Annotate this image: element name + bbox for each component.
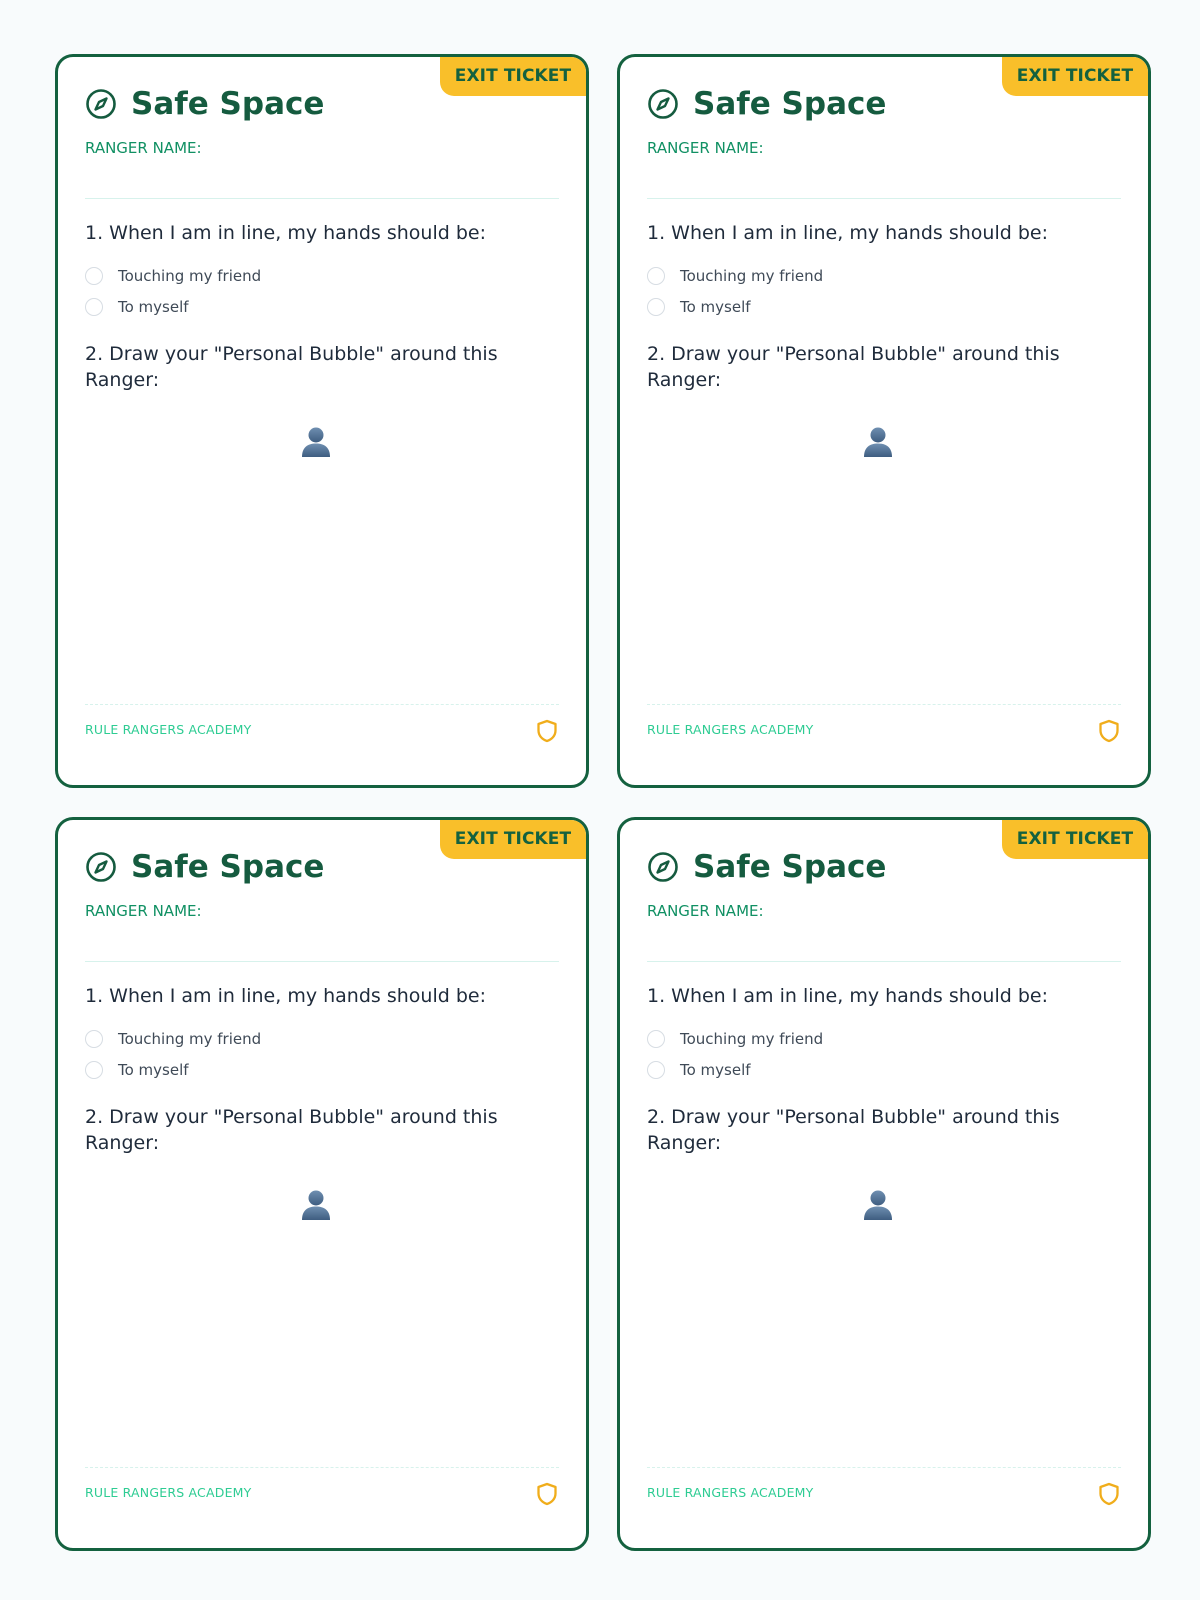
- ranger-name-field[interactable]: [85, 961, 559, 962]
- person-icon: [861, 425, 895, 459]
- title-row: [647, 850, 886, 884]
- ranger-name-label: RANGER NAME:: [85, 902, 202, 920]
- option-label: To myself: [118, 298, 189, 316]
- card-title: Safe Space: [131, 849, 325, 885]
- card-title: Safe Space: [693, 849, 887, 885]
- radio-button[interactable]: [647, 267, 665, 285]
- shield-icon: [536, 719, 558, 743]
- option-touching-my-friend[interactable]: [647, 1030, 823, 1048]
- exit-ticket-sheet: [55, 54, 1151, 1551]
- option-to-myself[interactable]: [85, 1061, 189, 1079]
- question-2: 2. Draw your "Personal Bubble" around this Ranger:: [647, 343, 1060, 391]
- footer-divider: [85, 1467, 559, 1468]
- option-label: Touching my friend: [680, 267, 824, 285]
- ranger-name-label: RANGER NAME:: [647, 139, 764, 157]
- compass-icon: [85, 851, 117, 883]
- compass-icon: [647, 851, 679, 883]
- card-title: Safe Space: [693, 86, 887, 122]
- exit-ticket-badge: EXIT TICKET: [1002, 57, 1148, 96]
- question-2: 2. Draw your "Personal Bubble" around this Ranger:: [85, 343, 498, 391]
- question-2: 2. Draw your "Personal Bubble" around this Ranger:: [85, 1106, 498, 1154]
- radio-button[interactable]: [85, 298, 103, 316]
- option-label: To myself: [680, 1061, 751, 1079]
- compass-icon: [647, 88, 679, 120]
- compass-icon: [85, 88, 117, 120]
- footer-academy-name: RULE RANGERS ACADEMY: [647, 1485, 814, 1500]
- person-icon: [299, 425, 333, 459]
- radio-button[interactable]: [647, 1061, 665, 1079]
- exit-ticket-badge: EXIT TICKET: [440, 57, 586, 96]
- ranger-name-field[interactable]: [647, 961, 1121, 962]
- option-touching-my-friend[interactable]: [85, 1030, 261, 1048]
- footer-academy-name: RULE RANGERS ACADEMY: [85, 1485, 252, 1500]
- option-label: Touching my friend: [118, 267, 262, 285]
- footer-academy-name: RULE RANGERS ACADEMY: [647, 722, 814, 737]
- question-1: 1. When I am in line, my hands should be:: [85, 222, 486, 244]
- option-to-myself[interactable]: [647, 298, 751, 316]
- option-label: To myself: [118, 1061, 189, 1079]
- exit-ticket-card: [55, 817, 589, 1551]
- title-row: [647, 87, 886, 121]
- option-label: Touching my friend: [118, 1030, 262, 1048]
- exit-ticket-card: [617, 817, 1151, 1551]
- footer-divider: [85, 704, 559, 705]
- radio-button[interactable]: [647, 1030, 665, 1048]
- shield-icon: [1098, 719, 1120, 743]
- card-title: Safe Space: [131, 86, 325, 122]
- person-icon: [861, 1188, 895, 1222]
- radio-button[interactable]: [85, 1030, 103, 1048]
- option-touching-my-friend[interactable]: [85, 267, 261, 285]
- ranger-name-field[interactable]: [647, 198, 1121, 199]
- option-touching-my-friend[interactable]: [647, 267, 823, 285]
- footer-divider: [647, 704, 1121, 705]
- option-label: Touching my friend: [680, 1030, 824, 1048]
- exit-ticket-badge: EXIT TICKET: [440, 820, 586, 859]
- option-to-myself[interactable]: [647, 1061, 751, 1079]
- title-row: [85, 87, 324, 121]
- ranger-name-label: RANGER NAME:: [647, 902, 764, 920]
- footer-divider: [647, 1467, 1121, 1468]
- person-icon: [299, 1188, 333, 1222]
- title-row: [85, 850, 324, 884]
- option-to-myself[interactable]: [85, 298, 189, 316]
- option-label: To myself: [680, 298, 751, 316]
- shield-icon: [1098, 1482, 1120, 1506]
- question-1: 1. When I am in line, my hands should be:: [85, 985, 486, 1007]
- shield-icon: [536, 1482, 558, 1506]
- radio-button[interactable]: [85, 267, 103, 285]
- exit-ticket-card: [617, 54, 1151, 788]
- question-1: 1. When I am in line, my hands should be:: [647, 985, 1048, 1007]
- radio-button[interactable]: [647, 298, 665, 316]
- radio-button[interactable]: [85, 1061, 103, 1079]
- question-1: 1. When I am in line, my hands should be:: [647, 222, 1048, 244]
- question-2: 2. Draw your "Personal Bubble" around this Ranger:: [647, 1106, 1060, 1154]
- exit-ticket-card: [55, 54, 589, 788]
- ranger-name-field[interactable]: [85, 198, 559, 199]
- exit-ticket-badge: EXIT TICKET: [1002, 820, 1148, 859]
- footer-academy-name: RULE RANGERS ACADEMY: [85, 722, 252, 737]
- ranger-name-label: RANGER NAME:: [85, 139, 202, 157]
